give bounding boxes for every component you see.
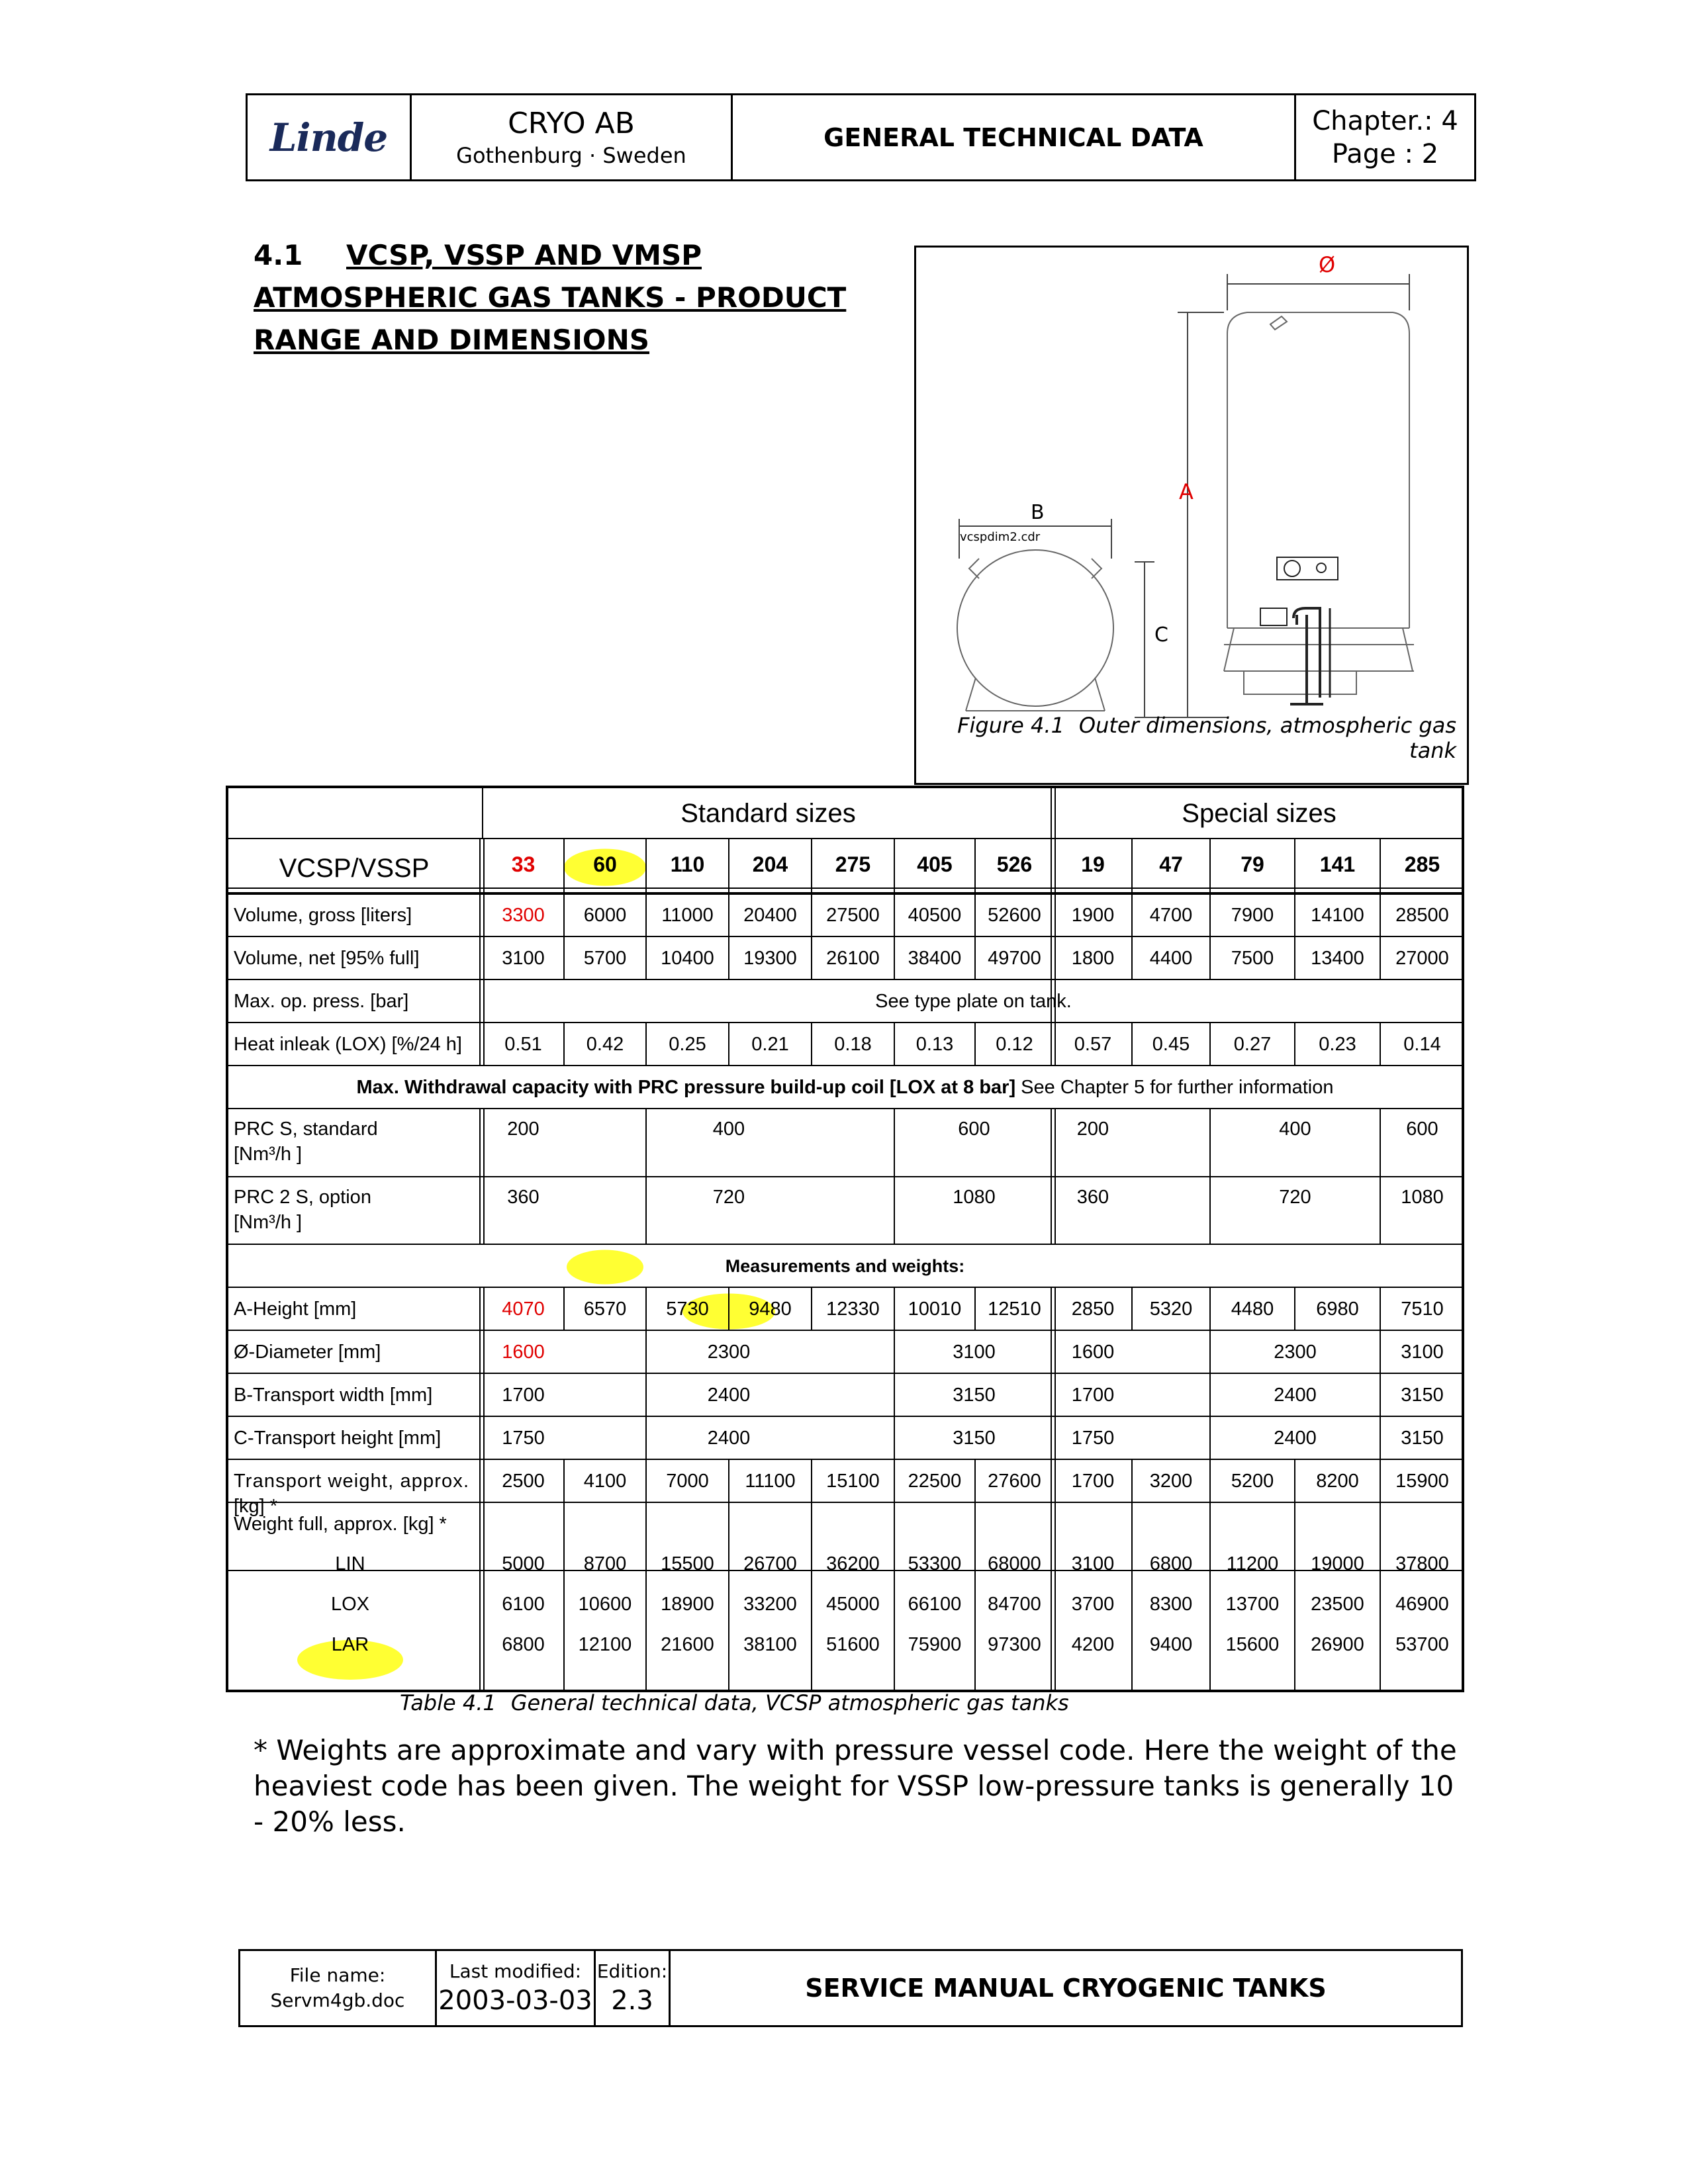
prc-value: 360 <box>1076 1187 1109 1208</box>
gas-lin: LIN <box>335 1553 365 1574</box>
gas-lar: LAR <box>331 1634 369 1655</box>
weight-full-value: 6800 <box>502 1634 545 1655</box>
weight-full-value: 75900 <box>908 1634 962 1655</box>
a-height-label: A-Height [mm] <box>234 1298 357 1320</box>
dimension-value: 1600 <box>1071 1342 1115 1363</box>
heat-inleak-value: 0.14 <box>1403 1034 1441 1055</box>
size-275: 275 <box>835 852 871 876</box>
dimension-label: C-Transport height [mm] <box>234 1428 442 1449</box>
volume-gross-value: 27500 <box>826 905 880 926</box>
dimension-value: 1600 <box>502 1342 545 1363</box>
highlight-height-5730 <box>567 1250 643 1285</box>
dimension-value: 2300 <box>707 1342 751 1363</box>
volume-gross-value: 14100 <box>1311 905 1364 926</box>
dimension-value: 3100 <box>1401 1342 1444 1363</box>
weight-full-value: 9400 <box>1149 1634 1193 1655</box>
prc-value: 720 <box>712 1187 745 1208</box>
weight-full-value: 12100 <box>578 1634 632 1655</box>
figure-caption-text: Outer dimensions, atmospheric gas tank <box>1078 713 1456 763</box>
prc-value: 720 <box>1279 1187 1311 1208</box>
a-height-value: 10010 <box>908 1298 962 1320</box>
weight-full-value: 3700 <box>1071 1594 1115 1615</box>
heat-inleak-value: 0.13 <box>915 1034 954 1055</box>
a-height-value: 6570 <box>583 1298 627 1320</box>
weight-full-value: 6100 <box>502 1594 545 1615</box>
modified-cell <box>437 1951 596 2025</box>
prc-label: PRC 2 S, option <box>234 1187 371 1208</box>
transport-weight-unit: [kg] * <box>234 1496 278 1517</box>
page-number: Page : 2 <box>1331 138 1439 169</box>
a-height-value: 9480 <box>749 1298 792 1320</box>
dimension-value: 1750 <box>502 1428 545 1449</box>
prc-value: 200 <box>1076 1118 1109 1140</box>
height-label-c: C <box>1154 623 1168 647</box>
volume-gross-label: Volume, gross [liters] <box>234 905 412 926</box>
weight-full-value: 8300 <box>1149 1594 1193 1615</box>
transport-weight-value: 3200 <box>1149 1471 1193 1492</box>
weight-full-value: 26700 <box>743 1553 797 1574</box>
size-110: 110 <box>670 852 705 876</box>
weight-full-value: 26900 <box>1311 1634 1364 1655</box>
heat-inleak-value: 0.42 <box>586 1034 624 1055</box>
heat-inleak-label: Heat inleak (LOX) [%/24 h] <box>234 1034 462 1055</box>
size-141: 141 <box>1319 852 1356 876</box>
weight-full-value: 37800 <box>1395 1553 1449 1574</box>
size-79: 79 <box>1241 852 1264 876</box>
transport-weight-value: 2500 <box>502 1471 545 1492</box>
heat-inleak-value: 0.27 <box>1233 1034 1272 1055</box>
transport-weight-value: 27600 <box>988 1471 1041 1492</box>
table-caption-text: General technical data, VCSP atmospheric gas tanks <box>510 1690 1069 1715</box>
transport-weight-value: 4100 <box>583 1471 627 1492</box>
manual-title: SERVICE MANUAL CRYOGENIC TANKS <box>805 1974 1327 2003</box>
dimension-value: 2300 <box>1274 1342 1317 1363</box>
company-name: CRYO AB <box>508 106 635 140</box>
volume-net-value: 19300 <box>743 948 797 969</box>
volume-net-label: Volume, net [95% full] <box>234 948 420 969</box>
volume-net-value: 3100 <box>502 948 545 969</box>
weight-full-value: 45000 <box>826 1594 880 1615</box>
size-285: 285 <box>1404 852 1440 876</box>
size-526: 526 <box>996 852 1033 876</box>
a-height-value: 4480 <box>1231 1298 1274 1320</box>
linde-logo: Linde <box>269 114 388 160</box>
transport-weight-label: Transport weight, approx. <box>234 1471 469 1492</box>
a-height-value: 2850 <box>1071 1298 1115 1320</box>
prc-unit: [Nm³/h ] <box>234 1212 303 1233</box>
withdrawal-heading: Max. Withdrawal capacity with PRC pressure build-up coil [LOX at 8 bar] See Chapter 5 for further information <box>356 1077 1334 1098</box>
edition-label: Edition: <box>596 1960 668 1982</box>
a-height-value: 6980 <box>1316 1298 1359 1320</box>
figure-dimensions <box>914 246 1469 785</box>
standard-sizes-header: Standard sizes <box>680 799 856 828</box>
volume-net-value: 7500 <box>1231 948 1274 969</box>
prc-value: 600 <box>1406 1118 1438 1140</box>
weight-full-value: 23500 <box>1311 1594 1364 1615</box>
transport-weight-value: 7000 <box>666 1471 709 1492</box>
transport-weight-value: 22500 <box>908 1471 962 1492</box>
weight-full-value: 38100 <box>743 1634 797 1655</box>
gas-lox: LOX <box>330 1594 370 1615</box>
chapter-cell <box>1296 95 1474 179</box>
heat-inleak-value: 0.25 <box>669 1034 706 1055</box>
dimension-value: 2400 <box>707 1428 751 1449</box>
volume-net-value: 4400 <box>1149 948 1193 969</box>
transport-weight-value: 8200 <box>1316 1471 1359 1492</box>
weight-full-value: 11200 <box>1226 1553 1279 1574</box>
dimension-value: 3150 <box>1401 1428 1444 1449</box>
weight-full-value: 21600 <box>661 1634 714 1655</box>
weight-footnote: * Weights are approximate and vary with pressure vessel code. Here the weight of the heaviest code has been given. The weight for VSSP low-pressure tanks is generally 10 - 20% less. <box>254 1734 1457 1838</box>
tank-outline <box>1227 312 1409 628</box>
volume-gross-value: 11000 <box>661 905 714 926</box>
a-height-value: 4070 <box>502 1298 545 1320</box>
figure-caption <box>916 713 1456 763</box>
weight-full-value: 46900 <box>1395 1594 1449 1615</box>
weight-full-value: 66100 <box>908 1594 962 1615</box>
a-height-value: 12510 <box>988 1298 1041 1320</box>
model-label: VCSP/VSSP <box>279 854 430 883</box>
a-height-value: 7510 <box>1401 1298 1444 1320</box>
volume-gross-value: 4700 <box>1149 905 1193 926</box>
weight-full-value: 53300 <box>908 1553 962 1574</box>
weight-full-value: 36200 <box>826 1553 880 1574</box>
measurements-header: Measurements and weights: <box>725 1256 965 1276</box>
size-47: 47 <box>1159 852 1183 876</box>
manual-title-cell <box>671 1951 1461 2025</box>
volume-gross-value: 20400 <box>743 905 797 926</box>
volume-gross-value: 1900 <box>1071 905 1115 926</box>
volume-net-value: 1800 <box>1071 948 1115 969</box>
volume-gross-value: 40500 <box>908 905 962 926</box>
volume-gross-value: 3300 <box>502 905 545 926</box>
weight-full-value: 19000 <box>1311 1553 1364 1574</box>
weight-full-value: 5000 <box>502 1553 545 1574</box>
document-title <box>733 95 1296 179</box>
weight-full-value: 8700 <box>583 1553 627 1574</box>
volume-net-value: 26100 <box>826 948 880 969</box>
a-height-value: 5320 <box>1149 1298 1193 1320</box>
weight-full-value: 33200 <box>743 1594 797 1615</box>
figure-caption-label: Figure 4.1 <box>957 713 1064 738</box>
weight-full-value: 15600 <box>1225 1634 1280 1655</box>
weight-full-value: 3100 <box>1071 1553 1115 1574</box>
edition-number: 2.3 <box>611 1985 653 2016</box>
weight-full-label: Weight full, approx. [kg] * <box>234 1514 447 1535</box>
chapter-number: Chapter.: 4 <box>1312 105 1458 136</box>
heat-inleak-value: 0.57 <box>1074 1034 1112 1055</box>
prc-label: PRC S, standard <box>234 1118 378 1140</box>
size-204: 204 <box>752 852 788 876</box>
dimension-value: 2400 <box>1274 1428 1317 1449</box>
dimension-value: 3150 <box>953 1385 996 1406</box>
weight-full-value: 10600 <box>578 1594 632 1615</box>
a-height-value: 12330 <box>826 1298 880 1320</box>
max-pressure-value: See type plate on tank. <box>875 991 1072 1012</box>
volume-net-value: 10400 <box>661 948 714 969</box>
weight-full-value: 18900 <box>661 1594 714 1615</box>
table-caption <box>400 1690 1069 1715</box>
transport-weight-value: 1700 <box>1071 1471 1115 1492</box>
page-footer <box>238 1949 1463 2027</box>
size-33: 33 <box>511 852 536 876</box>
weight-full-value: 4200 <box>1071 1634 1115 1655</box>
dimension-value: 1750 <box>1071 1428 1115 1449</box>
weight-full-value: 84700 <box>988 1594 1041 1615</box>
weight-full-value: 6800 <box>1149 1553 1193 1574</box>
logo-cell <box>248 95 412 179</box>
max-pressure-label: Max. op. press. [bar] <box>234 991 409 1012</box>
document-title-text: GENERAL TECHNICAL DATA <box>823 122 1203 152</box>
edition-cell <box>596 1951 671 2025</box>
size-60: 60 <box>593 852 617 876</box>
file-name: Servm4gb.doc <box>270 1989 405 2011</box>
height-label-a: A <box>1179 479 1194 504</box>
modified-date: 2003-03-03 <box>438 1985 592 2016</box>
volume-gross-value: 7900 <box>1231 905 1274 926</box>
dimension-value: 3150 <box>953 1428 996 1449</box>
file-label: File name: <box>289 1964 386 1986</box>
a-height-value: 5730 <box>666 1298 709 1320</box>
tank-drawing <box>916 248 1471 787</box>
company-location: Gothenburg · Sweden <box>456 142 686 168</box>
transport-weight-value: 5200 <box>1231 1471 1274 1492</box>
weight-full-value: 97300 <box>988 1634 1041 1655</box>
volume-net-value: 13400 <box>1311 948 1364 969</box>
heat-inleak-value: 0.21 <box>751 1034 789 1055</box>
drawing-filename: vcspdim2.cdr <box>960 530 1041 544</box>
size-19: 19 <box>1081 852 1105 876</box>
diameter-label: Ø <box>1319 252 1336 277</box>
table-grid <box>226 786 1464 1692</box>
weight-full-value: 68000 <box>988 1553 1041 1574</box>
section-number: 4.1 <box>254 239 303 271</box>
prc-value: 400 <box>1279 1118 1311 1140</box>
technical-data-table <box>226 786 1464 1692</box>
transport-weight-value: 15900 <box>1395 1471 1449 1492</box>
dimension-value: 2400 <box>707 1385 751 1406</box>
weight-full-value: 53700 <box>1395 1634 1449 1655</box>
special-sizes-header: Special sizes <box>1182 799 1336 828</box>
dimension-value: 3100 <box>953 1342 996 1363</box>
heat-inleak-value: 0.12 <box>996 1034 1033 1055</box>
dimension-value: 1700 <box>502 1385 545 1406</box>
transport-weight-value: 15100 <box>826 1471 880 1492</box>
volume-net-value: 27000 <box>1395 948 1449 969</box>
transport-weight-value: 11100 <box>745 1471 796 1492</box>
heat-inleak-value: 0.18 <box>834 1034 872 1055</box>
volume-net-value: 5700 <box>583 948 627 969</box>
width-label-b: B <box>1031 501 1045 524</box>
section-heading <box>254 234 879 361</box>
company-cell <box>412 95 733 179</box>
heat-inleak-value: 0.45 <box>1152 1034 1190 1055</box>
weight-full-value: 13700 <box>1225 1594 1280 1615</box>
dimension-value: 3150 <box>1401 1385 1444 1406</box>
dimension-value: 2400 <box>1274 1385 1317 1406</box>
prc-value: 600 <box>958 1118 990 1140</box>
table-caption-label: Table 4.1 <box>400 1690 496 1715</box>
prc-value: 360 <box>507 1187 539 1208</box>
dimension-label: B-Transport width [mm] <box>234 1385 433 1406</box>
modified-label: Last modified: <box>449 1960 582 1982</box>
prc-value: 1080 <box>953 1187 996 1208</box>
volume-gross-value: 28500 <box>1395 905 1449 926</box>
heat-inleak-value: 0.51 <box>504 1034 542 1055</box>
volume-gross-value: 52600 <box>988 905 1041 926</box>
prc-value: 1080 <box>1401 1187 1444 1208</box>
dimension-value: 1700 <box>1071 1385 1115 1406</box>
heat-inleak-value: 0.23 <box>1319 1034 1356 1055</box>
weight-full-value: 51600 <box>826 1634 880 1655</box>
file-cell <box>240 1951 437 2025</box>
section-title: VCSP, VSSP AND VMSP ATMOSPHERIC GAS TANKS - PRODUCT RANGE AND DIMENSIONS <box>254 239 847 356</box>
volume-net-value: 49700 <box>988 948 1041 969</box>
prc-value: 400 <box>712 1118 745 1140</box>
size-405: 405 <box>917 852 953 876</box>
prc-value: 200 <box>507 1118 539 1140</box>
volume-gross-value: 6000 <box>583 905 627 926</box>
dimension-label: Ø-Diameter [mm] <box>234 1342 381 1363</box>
volume-net-value: 38400 <box>908 948 962 969</box>
prc-unit: [Nm³/h ] <box>234 1144 303 1165</box>
page-header <box>246 93 1476 181</box>
weight-full-value: 15500 <box>661 1553 714 1574</box>
